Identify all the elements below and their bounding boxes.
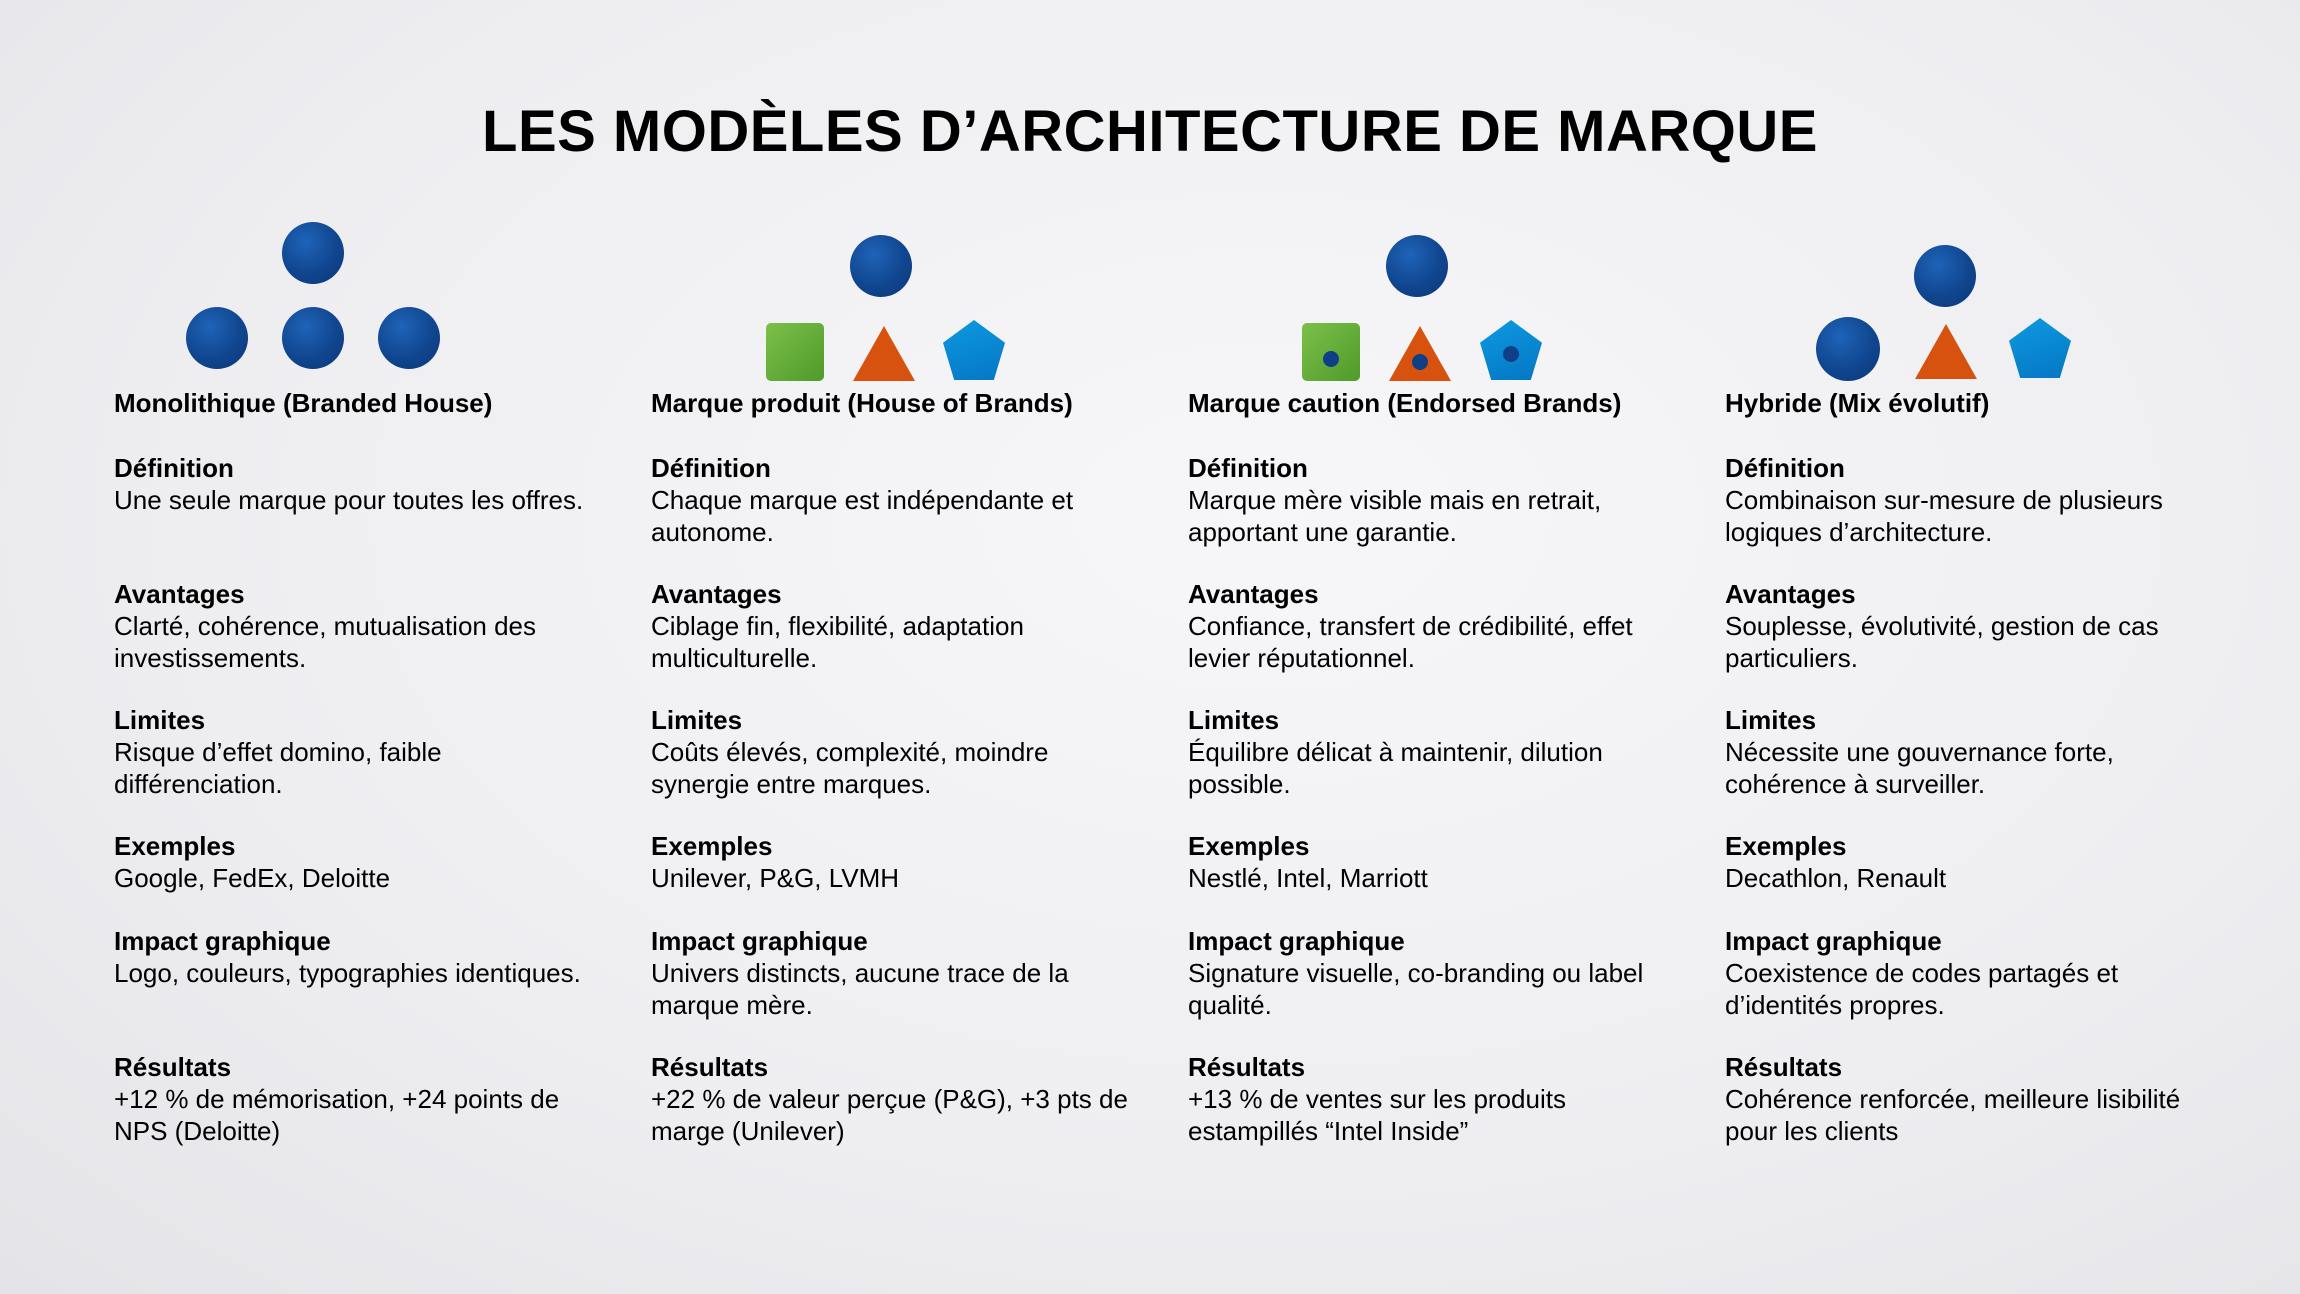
- model-column-hybride: [1611, 0, 2181, 1294]
- circle-icon: [282, 307, 344, 369]
- section-label: Exemples: [114, 831, 236, 861]
- section-impact-graphique: [1725, 925, 2215, 1051]
- triangle-icon: [853, 326, 915, 381]
- column-heading: Marque caution (Endorsed Brands): [1188, 388, 1622, 418]
- pentagon-dot-icon: [1480, 320, 1542, 380]
- section-text: Confiance, transfert de crédibilité, effet levier réputationnel.: [1188, 611, 1633, 673]
- circle-icon: [282, 222, 344, 284]
- section-text: Souplesse, évolutivité, gestion de cas particuliers.: [1725, 611, 2159, 673]
- section-text: Coûts élevés, complexité, moindre synergie entre marques.: [651, 737, 1049, 799]
- model-column-monolithique: [0, 0, 584, 1294]
- section-label: Limites: [651, 705, 743, 735]
- circle-icon: [1914, 245, 1976, 307]
- column-icons: [0, 210, 510, 385]
- section-label: Avantages: [114, 579, 245, 609]
- section-text: +22 % de valeur perçue (P&G), +3 pts de marge (Unilever): [651, 1084, 1128, 1146]
- section-text: Marque mère visible mais en retrait, apportant une garantie.: [1188, 485, 1602, 547]
- section-label: Exemples: [1725, 831, 1847, 861]
- section-label: Impact graphique: [1725, 926, 1942, 956]
- section-label: Avantages: [1725, 579, 1856, 609]
- triangle-icon: [1915, 324, 1977, 379]
- section-limites: [1188, 704, 1678, 830]
- column-icons: [1611, 210, 2121, 385]
- section-text: Univers distincts, aucune trace de la marque mère.: [651, 958, 1069, 1020]
- section-exemples: [1725, 830, 2215, 925]
- section-text: Clarté, cohérence, mutualisation des investissements.: [114, 611, 537, 673]
- section-label: Limites: [1725, 705, 1817, 735]
- section-resultats: [1725, 1051, 2215, 1177]
- section-label: Limites: [1188, 705, 1280, 735]
- column-sections: [1188, 452, 1678, 1177]
- section-label: Impact graphique: [651, 926, 868, 956]
- section-text: Ciblage fin, flexibilité, adaptation multiculturelle.: [651, 611, 1024, 673]
- section-limites: [1725, 704, 2215, 830]
- pentagon-icon: [943, 320, 1005, 380]
- section-label: Résultats: [114, 1052, 232, 1082]
- section-text: Decathlon, Renault: [1725, 863, 1947, 893]
- section-label: Résultats: [1188, 1052, 1306, 1082]
- section-impact-graphique: [651, 925, 1141, 1051]
- section-text: Google, FedEx, Deloitte: [114, 863, 391, 893]
- column-heading: Hybride (Mix évolutif): [1725, 388, 1990, 418]
- column-sections: [114, 452, 604, 1177]
- section-label: Avantages: [1188, 579, 1319, 609]
- section-exemples: [651, 830, 1141, 925]
- section-label: Définition: [1188, 453, 1308, 483]
- section-exemples: [114, 830, 604, 925]
- section-text: Cohérence renforcée, meilleure lisibilité pour les clients: [1725, 1084, 2181, 1146]
- section-limites: [114, 704, 604, 830]
- square-icon: [766, 323, 824, 381]
- column-heading: Monolithique (Branded House): [114, 388, 493, 418]
- section-impact-graphique: [114, 925, 604, 1051]
- section-label: Définition: [114, 453, 234, 483]
- section-resultats: [114, 1051, 604, 1177]
- column-icons: [1074, 210, 1584, 385]
- section-text: Coexistence de codes partagés et d’identités propres.: [1725, 958, 2119, 1020]
- section-label: Impact graphique: [114, 926, 331, 956]
- section-label: Avantages: [651, 579, 782, 609]
- pentagon-icon: [2009, 318, 2071, 378]
- section-text: Équilibre délicat à maintenir, dilution possible.: [1188, 737, 1603, 799]
- section-resultats: [1188, 1051, 1678, 1177]
- column-sections: [651, 452, 1141, 1177]
- section-label: Définition: [651, 453, 771, 483]
- circle-icon: [1816, 317, 1880, 381]
- dot-icon: [1323, 351, 1339, 367]
- section-text: Nestlé, Intel, Marriott: [1188, 863, 1428, 893]
- section-impact-graphique: [1188, 925, 1678, 1051]
- section-definition: [1725, 452, 2215, 578]
- section-avantages: [1188, 578, 1678, 704]
- section-text: +13 % de ventes sur les produits estampillés “Intel Inside”: [1188, 1084, 1566, 1146]
- section-text: Chaque marque est indépendante et autonome.: [651, 485, 1074, 547]
- section-label: Limites: [114, 705, 206, 735]
- section-resultats: [651, 1051, 1141, 1177]
- section-text: Combinaison sur-mesure de plusieurs logiques d’architecture.: [1725, 485, 2163, 547]
- section-label: Résultats: [1725, 1052, 1843, 1082]
- section-label: Exemples: [651, 831, 773, 861]
- section-label: Résultats: [651, 1052, 769, 1082]
- triangle-dot-icon: [1389, 326, 1451, 381]
- section-label: Impact graphique: [1188, 926, 1405, 956]
- circle-icon: [378, 307, 440, 369]
- circle-icon: [186, 307, 248, 369]
- circle-icon: [1386, 235, 1448, 297]
- section-avantages: [114, 578, 604, 704]
- dot-icon: [1412, 354, 1428, 370]
- model-column-marque-produit: [537, 0, 1128, 1294]
- section-text: Nécessite une gouvernance forte, cohérence à surveiller.: [1725, 737, 2114, 799]
- section-exemples: [1188, 830, 1678, 925]
- section-limites: [651, 704, 1141, 830]
- column-icons: [537, 210, 1047, 385]
- section-avantages: [651, 578, 1141, 704]
- page-title: LES MODÈLES D’ARCHITECTURE DE MARQUE: [482, 99, 1818, 164]
- section-text: +12 % de mémorisation, +24 points de NPS (Deloitte): [114, 1084, 560, 1146]
- section-label: Exemples: [1188, 831, 1310, 861]
- section-text: Une seule marque pour toutes les offres.: [114, 485, 584, 515]
- section-text: Risque d’effet domino, faible différenciation.: [114, 737, 442, 799]
- section-text: Unilever, P&G, LVMH: [651, 863, 900, 893]
- section-definition: [651, 452, 1141, 578]
- section-avantages: [1725, 578, 2215, 704]
- square-dot-icon: [1302, 323, 1360, 381]
- dot-icon: [1503, 346, 1519, 362]
- section-text: Signature visuelle, co-branding ou label qualité.: [1188, 958, 1644, 1020]
- circle-icon: [850, 235, 912, 297]
- section-definition: [114, 452, 604, 578]
- column-sections: [1725, 452, 2215, 1177]
- column-heading: Marque produit (House of Brands): [651, 388, 1073, 418]
- model-column-marque-caution: [1074, 0, 1644, 1294]
- section-definition: [1188, 452, 1678, 578]
- section-label: Définition: [1725, 453, 1845, 483]
- section-text: Logo, couleurs, typographies identiques.: [114, 958, 581, 988]
